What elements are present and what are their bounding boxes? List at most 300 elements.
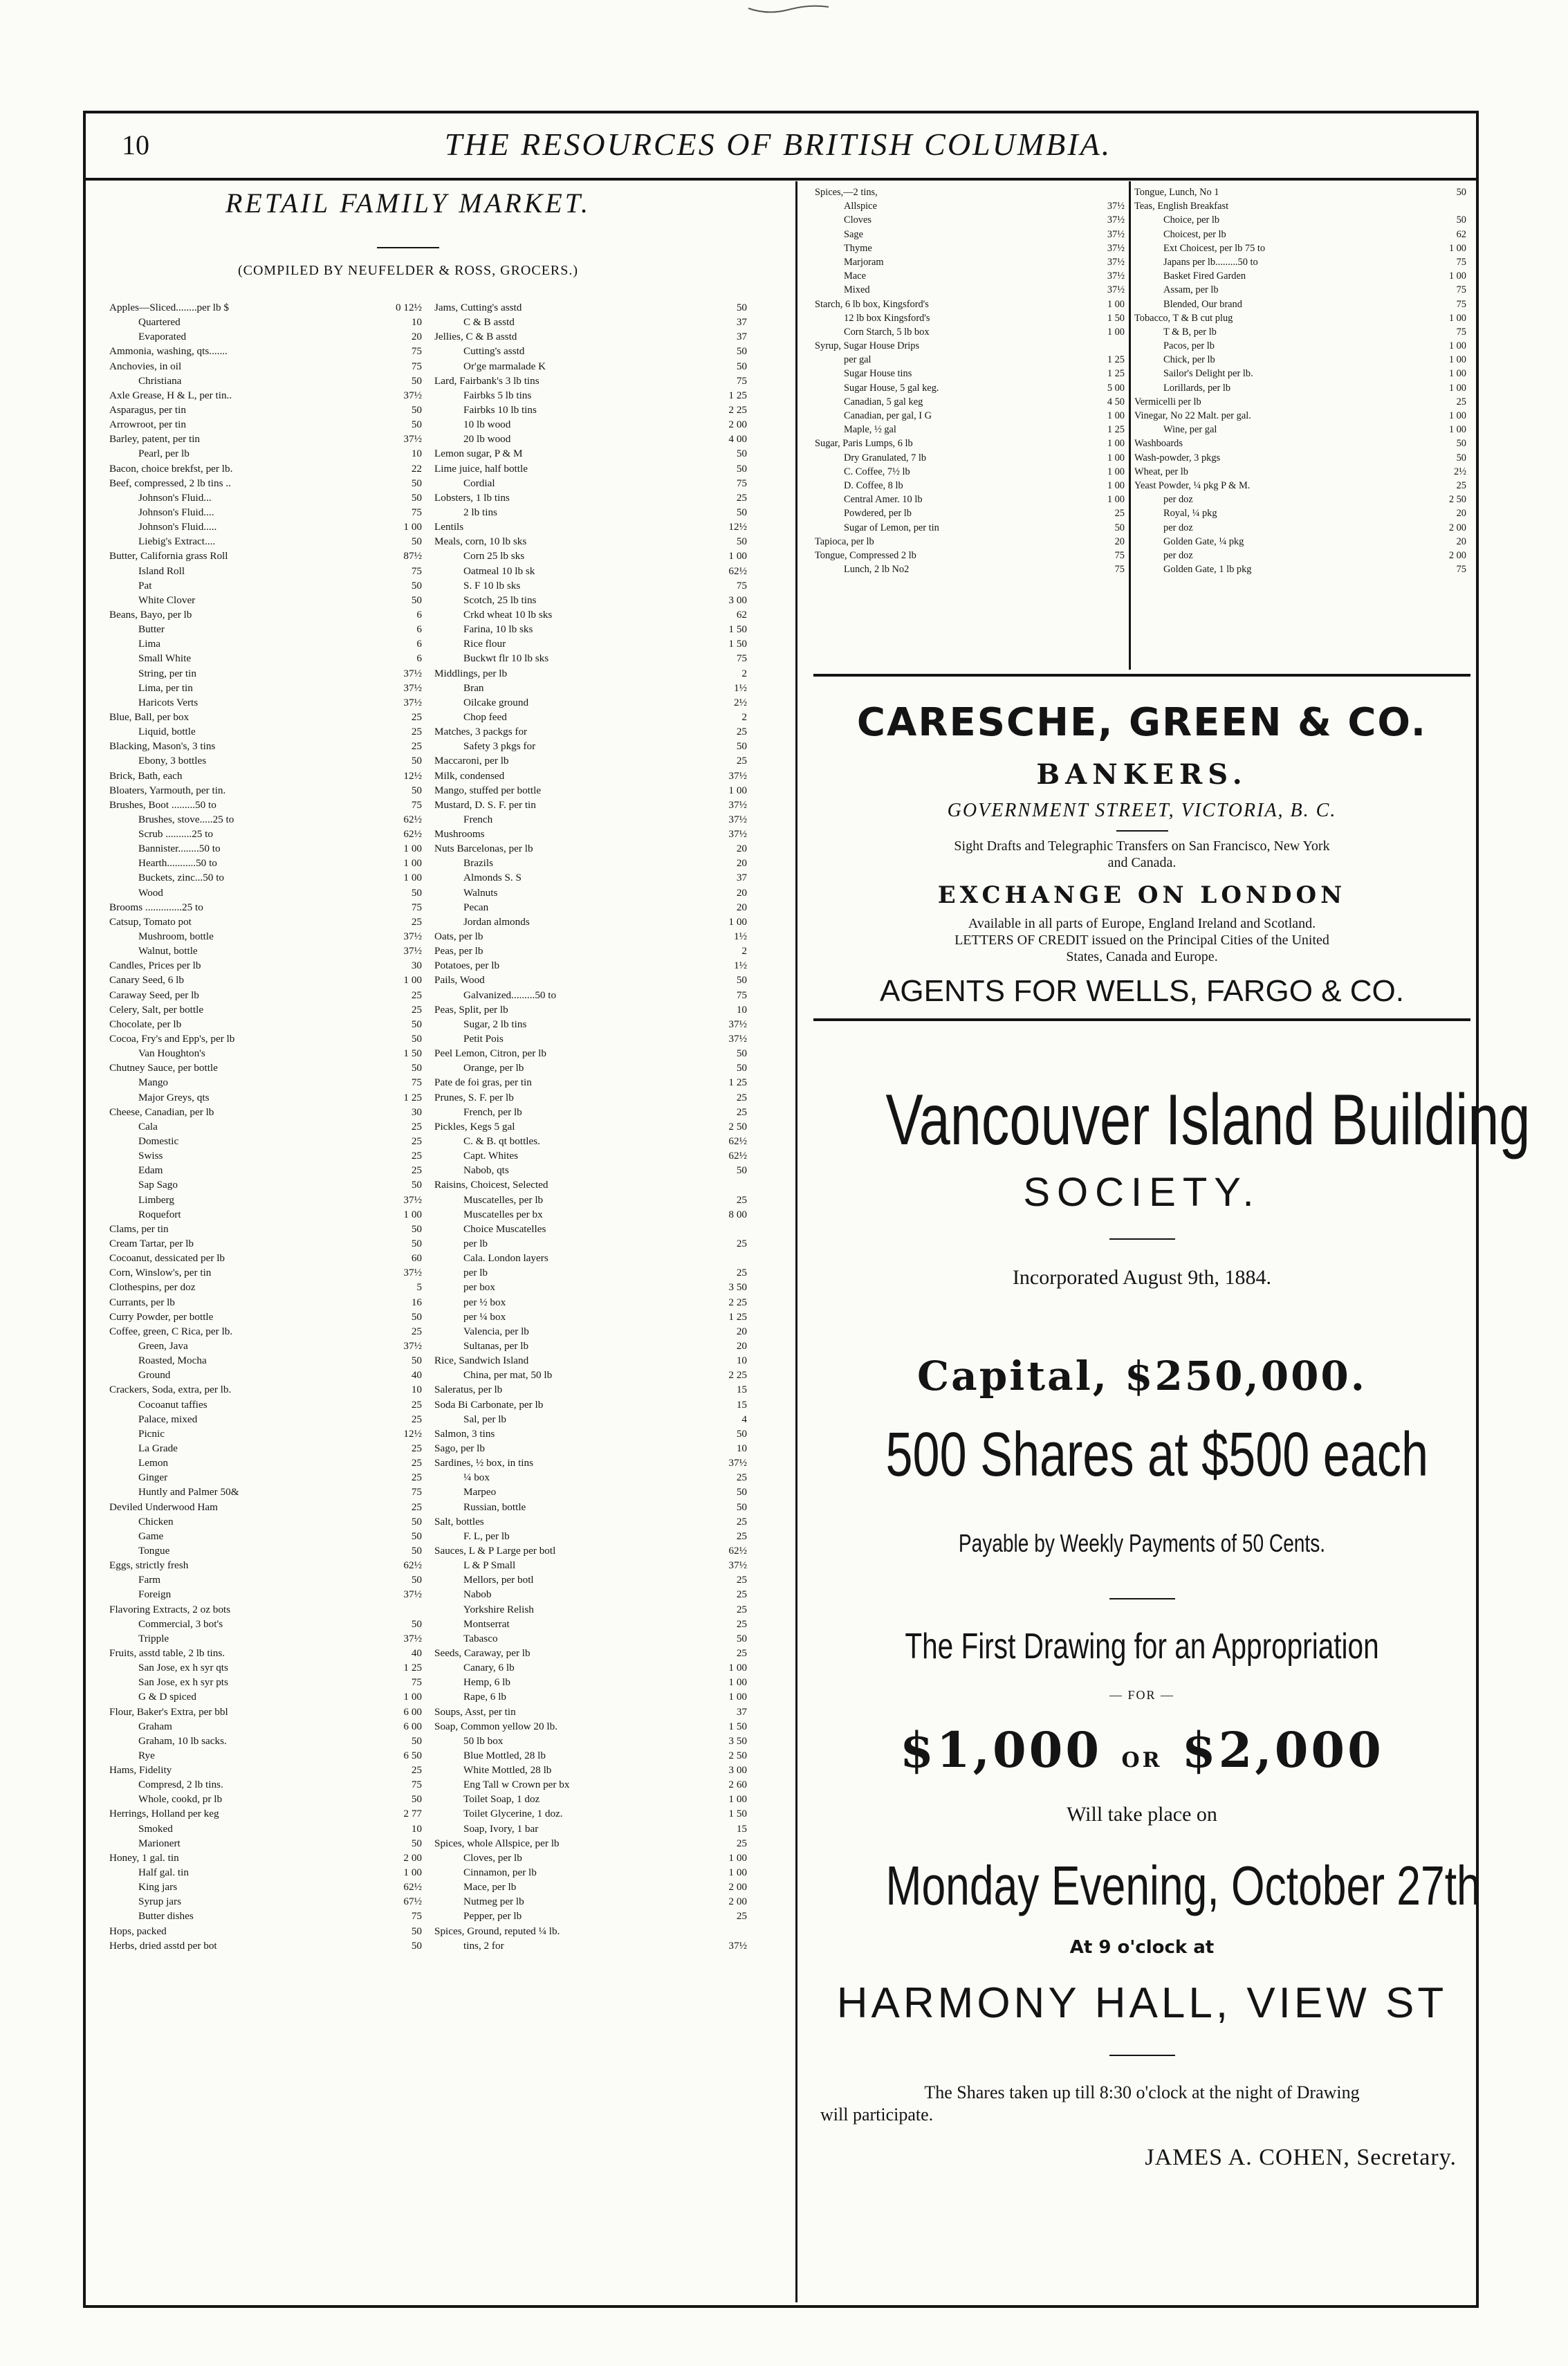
price-row — [109, 1675, 422, 1689]
price-row — [109, 1456, 422, 1470]
price-row — [434, 812, 747, 827]
price-row — [109, 1617, 422, 1631]
item-price: 50 — [411, 1018, 422, 1030]
price-row — [109, 798, 422, 812]
price-row — [815, 367, 1125, 380]
item-name: Or'ge marmalade K — [463, 360, 546, 372]
item-name: Vermicelli per lb — [1134, 396, 1201, 407]
item-name: Huntly and Palmer 50& — [138, 1486, 239, 1498]
price-column-1 — [109, 300, 422, 1953]
item-price: 6 00 — [403, 1705, 422, 1718]
price-row — [815, 255, 1125, 269]
item-price: 37½ — [1107, 256, 1125, 268]
price-row — [109, 1763, 422, 1777]
item-price: 1 00 — [1107, 494, 1125, 506]
item-name: Blue, Ball, per box — [109, 710, 190, 723]
price-row — [109, 753, 422, 768]
item-price: 2 — [741, 945, 747, 957]
item-name: Canadian, 5 gal keg — [844, 396, 923, 407]
price-row — [109, 549, 422, 563]
item-name: Lobsters, 1 lb tins — [434, 491, 510, 504]
item-price: 75 — [411, 565, 422, 577]
item-price: 50 — [736, 448, 747, 460]
item-name: Cheese, Canadian, per lb — [109, 1106, 214, 1118]
item-name: Wash-powder, 3 pkgs — [1134, 452, 1221, 464]
price-row — [815, 199, 1125, 213]
item-name: Deviled Underwood Ham — [109, 1501, 218, 1513]
item-price: 75 — [411, 1076, 422, 1089]
price-row — [109, 681, 422, 695]
item-name: L & P Small — [463, 1559, 516, 1572]
item-price: 22 — [411, 462, 422, 475]
item-name: Scrub ..........25 to — [138, 828, 213, 841]
price-row — [434, 607, 747, 622]
price-row — [434, 1339, 747, 1353]
item-price: 37½ — [403, 1193, 422, 1206]
item-name: Golden Gate, 1 lb pkg — [1163, 564, 1252, 576]
price-row — [434, 753, 747, 768]
item-price: 2½ — [734, 696, 747, 708]
item-price: 6 50 — [403, 1749, 422, 1761]
item-name: Butter — [138, 623, 165, 636]
price-row — [109, 1105, 422, 1119]
price-row — [815, 228, 1125, 241]
item-price: 1½ — [734, 681, 747, 694]
price-row — [815, 339, 1125, 353]
item-price: 50 — [411, 374, 422, 387]
price-row — [434, 1675, 747, 1689]
item-price: 4 — [741, 1413, 747, 1425]
price-row — [109, 929, 422, 944]
price-row — [434, 1105, 747, 1119]
item-price: 1 00 — [1448, 382, 1466, 394]
item-name: Orange, per lb — [463, 1062, 524, 1074]
bank-drafts-line1: Sight Drafts and Telegraphic Transfers on San Francisco, New York — [954, 838, 1330, 854]
price-row — [434, 870, 747, 885]
price-row — [109, 1222, 422, 1236]
price-row — [109, 856, 422, 870]
item-name: Crackers, Soda, extra, per lb. — [109, 1384, 232, 1396]
bank-available: Available in all parts of Europe, England Ireland and Scotland. — [968, 916, 1316, 931]
item-price: 25 — [736, 1837, 747, 1849]
item-name: Lima — [138, 638, 161, 650]
item-name: Toilet Glycerine, 1 doz. — [463, 1808, 563, 1820]
item-name: Sugar, Paris Lumps, 6 lb — [815, 438, 913, 450]
price-row — [434, 1880, 747, 1894]
item-name: Green, Java — [138, 1339, 188, 1352]
item-name: Toilet Soap, 1 doz — [463, 1793, 540, 1806]
price-row — [109, 651, 422, 666]
item-name: Salt, bottles — [434, 1515, 484, 1528]
price-row — [434, 1412, 747, 1427]
item-price: 62½ — [403, 813, 422, 825]
price-row — [434, 1456, 747, 1470]
society-or: OR — [1121, 1748, 1163, 1772]
item-price: 62 — [736, 608, 747, 621]
item-name: Spices, whole Allspice, per lb — [434, 1837, 560, 1849]
price-row — [434, 1046, 747, 1061]
item-price: 1 00 — [728, 1662, 747, 1674]
price-row — [434, 549, 747, 563]
item-name: Peel Lemon, Citron, per lb — [434, 1047, 546, 1060]
top-edge-mark — [747, 3, 830, 17]
item-name: Eggs, strictly fresh — [109, 1559, 189, 1572]
price-row — [109, 1295, 422, 1310]
item-name: Brushes, Boot .........50 to — [109, 798, 216, 811]
item-name: Blended, Our brand — [1163, 298, 1242, 310]
price-row — [109, 1806, 422, 1821]
item-price: 75 — [411, 798, 422, 811]
item-name: Sugar House, 5 gal keg. — [844, 382, 939, 394]
item-name: Muscatelles, per lb — [463, 1193, 544, 1206]
item-price: 37½ — [1107, 228, 1125, 240]
item-price: 2 50 — [728, 1120, 747, 1132]
price-row — [434, 388, 747, 403]
society-shares: 500 Shares at $500 each — [885, 1420, 1429, 1489]
price-row — [434, 1382, 747, 1397]
society-will-take: Will take place on — [1067, 1803, 1217, 1826]
item-name: Petit Pois — [463, 1033, 504, 1045]
item-price: 3 00 — [728, 594, 747, 606]
price-row — [109, 1909, 422, 1923]
price-row — [109, 329, 422, 344]
item-price: 25 — [736, 1574, 747, 1586]
item-name: Anchovies, in oil — [109, 360, 182, 372]
item-name: Foreign — [138, 1588, 172, 1601]
item-price: 50 — [411, 1355, 422, 1367]
price-row — [434, 915, 747, 929]
price-row — [434, 1777, 747, 1792]
price-row — [434, 1470, 747, 1485]
item-price: 10 — [411, 1384, 422, 1396]
item-name: Half gal. tin — [138, 1867, 189, 1879]
item-name: Rape, 6 lb — [463, 1691, 507, 1703]
item-price: 75 — [1114, 549, 1125, 561]
item-name: per ½ box — [463, 1296, 506, 1308]
item-price: 1 00 — [403, 1208, 422, 1220]
price-row — [1134, 451, 1466, 465]
price-row — [109, 666, 422, 681]
item-name: per ¼ box — [463, 1310, 506, 1323]
item-price: 1 00 — [1107, 479, 1125, 491]
item-name: Lunch, 2 lb No2 — [844, 564, 910, 576]
price-row — [434, 1148, 747, 1163]
item-name: Ammonia, washing, qts....... — [109, 345, 228, 358]
item-name: Chutney Sauce, per bottle — [109, 1062, 218, 1074]
item-name: Cocoanut taffies — [138, 1398, 207, 1411]
price-row — [434, 1207, 747, 1222]
price-row — [434, 666, 747, 681]
price-row — [1134, 213, 1466, 227]
item-name: Tabasco — [463, 1632, 498, 1644]
price-row — [434, 900, 747, 915]
item-price: 25 — [1456, 396, 1466, 407]
price-row — [109, 432, 422, 446]
price-row — [109, 1265, 422, 1280]
item-price: 20 — [736, 843, 747, 855]
item-name: Johnson's Fluid... — [138, 491, 212, 504]
item-name: Cream Tartar, per lb — [109, 1238, 194, 1249]
price-row — [109, 1748, 422, 1763]
item-price: 75 — [411, 1676, 422, 1689]
item-price: 50 — [1456, 452, 1466, 464]
item-price: 25 — [736, 1238, 747, 1249]
item-name: Jordan almonds — [463, 915, 530, 928]
price-row — [434, 1763, 747, 1777]
item-name: C & B asstd — [463, 316, 515, 329]
item-name: Herbs, dried asstd per bot — [109, 1939, 217, 1952]
price-row — [434, 681, 747, 695]
column-divider-spices — [1129, 181, 1131, 670]
item-name: Lime juice, half bottle — [434, 462, 528, 475]
item-name: Chick, per lb — [1163, 354, 1215, 366]
item-name: 2 lb tins — [463, 506, 497, 518]
price-row — [434, 1689, 747, 1704]
price-row — [434, 1265, 747, 1280]
price-row — [1134, 283, 1466, 297]
item-price: 1 00 — [1448, 410, 1466, 421]
price-row — [434, 1353, 747, 1368]
item-price: 20 — [736, 857, 747, 870]
price-row — [434, 710, 747, 724]
price-row — [815, 465, 1125, 479]
price-row — [109, 446, 422, 461]
item-name: Galvanized.........50 to — [463, 989, 557, 1001]
price-row — [109, 1397, 422, 1412]
item-price: 50 — [736, 1632, 747, 1644]
price-row — [1134, 228, 1466, 241]
item-name: Central Amer. 10 lb — [844, 494, 923, 506]
item-price: 1 00 — [1448, 368, 1466, 380]
item-price: 25 — [411, 1150, 422, 1162]
society-amounts — [813, 1721, 1470, 1779]
price-row — [1134, 423, 1466, 437]
item-name: Salmon, 3 tins — [434, 1427, 495, 1440]
item-price: 2 50 — [728, 1749, 747, 1761]
item-price: 4 00 — [728, 433, 747, 446]
item-price: 60 — [411, 1252, 422, 1265]
item-name: Royal, ¼ pkg — [1163, 508, 1217, 520]
item-name: Axle Grease, H & L, per tin.. — [109, 389, 232, 401]
item-price: 1 25 — [1107, 424, 1125, 436]
item-name: Palace, mixed — [138, 1413, 198, 1425]
item-price: 2 — [741, 667, 747, 679]
item-price: 50 — [411, 784, 422, 796]
item-price: 75 — [736, 579, 747, 592]
item-name: Farina, 10 lb sks — [463, 623, 533, 636]
item-price: 25 — [736, 491, 747, 504]
item-name: Spices,—2 tins, — [815, 187, 878, 198]
item-price: 25 — [411, 1003, 422, 1016]
price-row — [434, 344, 747, 358]
item-price: 37½ — [403, 1588, 422, 1601]
item-price: 6 — [416, 623, 422, 636]
item-price: 2 00 — [1448, 549, 1466, 561]
item-name: Graham — [138, 1720, 172, 1732]
item-name: Mushrooms — [434, 828, 485, 841]
item-price: 1 00 — [728, 784, 747, 796]
item-name: Ginger — [138, 1471, 168, 1484]
item-name: Brooms ..............25 to — [109, 901, 203, 913]
item-name: Walnut, bottle — [138, 945, 198, 957]
item-name: Farm — [138, 1574, 161, 1586]
price-row — [109, 1880, 422, 1894]
item-price: 37½ — [403, 667, 422, 679]
price-row — [434, 841, 747, 856]
item-name: Swiss — [138, 1150, 163, 1162]
price-row — [434, 1558, 747, 1572]
item-price: 62½ — [728, 565, 747, 577]
price-row — [434, 958, 747, 973]
item-name: Spices, Ground, reputed ¼ lb. — [434, 1925, 560, 1937]
item-name: Small White — [138, 652, 192, 665]
item-price: 1 00 — [1448, 424, 1466, 436]
item-price: 50 — [411, 477, 422, 489]
price-row — [1134, 269, 1466, 283]
item-name: Safety 3 pkgs for — [463, 740, 536, 753]
item-name: Wheat, per lb — [1134, 466, 1188, 477]
item-price: 37½ — [1107, 270, 1125, 282]
price-row — [1134, 367, 1466, 380]
item-name: Sap Sago — [138, 1179, 178, 1191]
item-price: 1 50 — [1107, 312, 1125, 324]
price-row — [109, 1792, 422, 1806]
price-row — [109, 1280, 422, 1294]
item-price: 25 — [736, 726, 747, 738]
price-row — [1134, 255, 1466, 269]
price-row — [434, 1280, 747, 1294]
price-row — [1134, 325, 1466, 339]
item-name: French, per lb — [463, 1106, 522, 1118]
item-price: 50 — [736, 1486, 747, 1498]
price-row — [109, 1485, 422, 1499]
price-row — [109, 1207, 422, 1222]
price-row — [109, 417, 422, 432]
item-price: 37½ — [403, 1632, 422, 1644]
price-row — [815, 395, 1125, 409]
item-name: 20 lb wood — [463, 433, 511, 446]
price-row — [109, 1310, 422, 1324]
price-row — [434, 1090, 747, 1105]
item-price: 3 00 — [728, 1764, 747, 1777]
item-price: 37½ — [728, 1939, 747, 1952]
price-row — [109, 388, 422, 403]
price-row — [1134, 549, 1466, 562]
item-name: Cocoa, Fry's and Epp's, per lb — [109, 1033, 235, 1045]
page-title: THE RESOURCES OF BRITISH COLUMBIA. — [444, 127, 1112, 162]
item-name: Lemon — [138, 1457, 169, 1469]
item-name: Soap, Ivory, 1 bar — [463, 1822, 539, 1835]
price-row — [109, 1353, 422, 1368]
item-name: Mustard, D. S. F. per tin — [434, 798, 536, 811]
item-price: 20 — [1456, 508, 1466, 520]
item-price: 37 — [736, 1705, 747, 1718]
item-name: Almonds S. S — [463, 872, 522, 884]
society-capital: Capital, $250,000. — [916, 1352, 1367, 1400]
price-row — [1134, 297, 1466, 311]
item-price: 1 00 — [1107, 466, 1125, 477]
item-name: Saleratus, per lb — [434, 1384, 503, 1396]
price-row — [434, 476, 747, 490]
item-price: 15 — [736, 1822, 747, 1835]
item-name: Soups, Asst, per tin — [434, 1705, 516, 1718]
society-kind: SOCIETY. — [1023, 1170, 1261, 1215]
price-row — [815, 562, 1125, 576]
item-price: 1 00 — [403, 974, 422, 987]
society-venue: HARMONY HALL, VIEW ST — [836, 1979, 1448, 2027]
item-price: 50 — [736, 345, 747, 358]
item-name: Mushroom, bottle — [138, 930, 214, 943]
item-name: Peas, per lb — [434, 945, 483, 957]
price-row — [109, 1382, 422, 1397]
item-name: Matches, 3 packgs for — [434, 726, 528, 738]
item-name: Canadian, per gal, I G — [844, 410, 932, 421]
item-name: Celery, Salt, per bottle — [109, 1003, 204, 1016]
item-price: 2 50 — [1448, 494, 1466, 506]
item-name: Corn 25 lb sks — [463, 550, 525, 562]
price-row — [109, 1938, 422, 1953]
item-price: 50 — [736, 974, 747, 987]
item-price: 4 50 — [1107, 396, 1125, 407]
item-name: Beef, compressed, 2 lb tins .. — [109, 477, 231, 489]
item-name: Edam — [138, 1164, 163, 1177]
price-row — [815, 311, 1125, 325]
society-rule-1 — [1109, 1238, 1175, 1240]
column-divider-main — [795, 181, 797, 2302]
price-row — [109, 1777, 422, 1792]
price-row — [109, 607, 422, 622]
item-price: 1 00 — [728, 1676, 747, 1689]
price-row — [434, 1543, 747, 1558]
item-name: Mace — [844, 270, 866, 282]
item-name: San Jose, ex h syr qts — [138, 1662, 228, 1674]
price-row — [815, 381, 1125, 395]
item-name: tins, 2 for — [463, 1939, 504, 1952]
price-row — [434, 1163, 747, 1177]
price-row — [109, 1002, 422, 1017]
item-name: Bannister........50 to — [138, 843, 221, 855]
price-row — [434, 505, 747, 520]
item-name: Sago, per lb — [434, 1442, 485, 1454]
price-row — [434, 1836, 747, 1851]
item-name: Cinnamon, per lb — [463, 1867, 537, 1879]
item-price: 50 — [736, 740, 747, 753]
item-name: Ground — [138, 1369, 171, 1382]
item-price: 25 — [411, 726, 422, 738]
item-name: Maccaroni, per lb — [434, 755, 509, 767]
item-name: Sage — [844, 228, 863, 240]
item-name: Valencia, per lb — [463, 1325, 529, 1337]
item-name: Caraway Seed, per lb — [109, 989, 199, 1001]
bank-address-rule — [1116, 830, 1168, 832]
item-price: 37½ — [728, 813, 747, 825]
item-price: 50 — [1456, 187, 1466, 198]
price-row — [109, 1427, 422, 1441]
item-name: Blue Mottled, 28 lb — [463, 1749, 546, 1761]
item-price: 50 — [411, 755, 422, 767]
item-name: Crkd wheat 10 lb sks — [463, 608, 553, 621]
item-price: 16 — [411, 1296, 422, 1308]
item-name: French — [463, 813, 493, 825]
item-name: Butter, California grass Roll — [109, 550, 228, 562]
item-price: 5 — [416, 1281, 422, 1294]
item-name: Honey, 1 gal. tin — [109, 1851, 179, 1864]
price-row — [1134, 395, 1466, 409]
item-name: ¼ box — [463, 1471, 490, 1484]
item-price: 37½ — [1107, 284, 1125, 296]
item-name: Walnuts — [463, 886, 498, 899]
item-price: 1 00 — [728, 1867, 747, 1879]
